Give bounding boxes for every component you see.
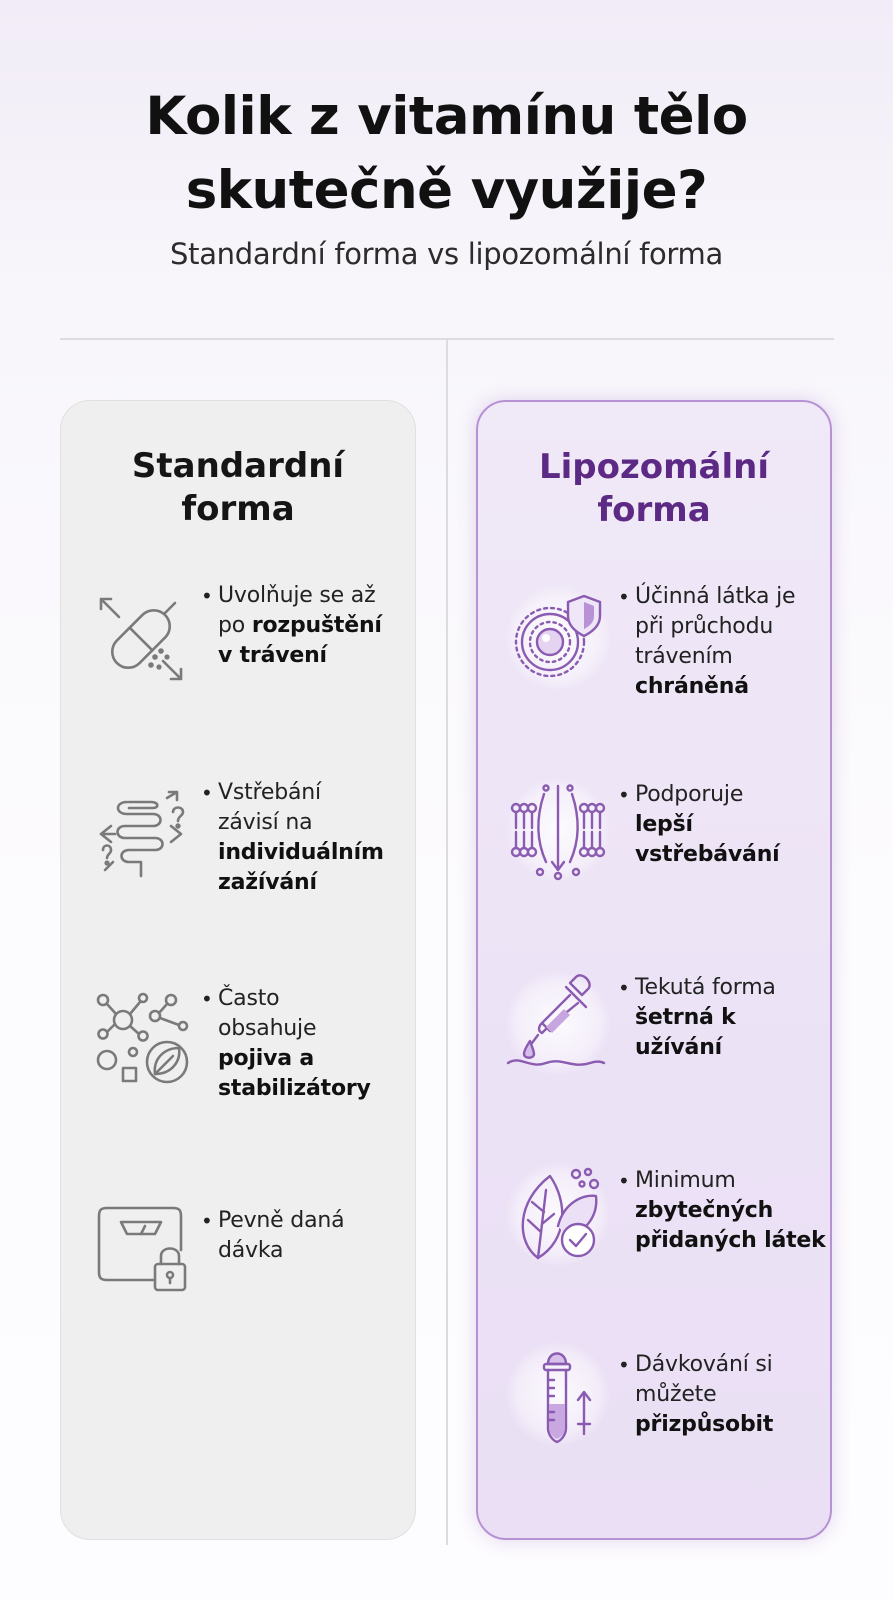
bullet-icon: • [201,584,213,608]
bullet-icon: • [618,1169,630,1193]
text-line: trávením [635,644,733,669]
liposomal-form-card [476,400,832,1540]
standard-form-card [60,400,416,1540]
standard-form-heading-line-2: forma [181,489,295,529]
text-emphasis: v trávení [218,643,327,668]
text-emphasis: užívání [635,1035,722,1060]
text-emphasis: zažívání [218,870,317,895]
liposomal-item-absorption-text [635,780,831,870]
text-emphasis: pojiva a [218,1046,315,1071]
intestine-icon [89,784,193,888]
standard-item-dose-text [218,1206,414,1266]
molecules-leaf-icon [89,986,193,1090]
page-title [0,80,893,228]
text-line: Dávkování si [635,1352,773,1377]
text-emphasis: lepší [635,812,693,837]
text-line: závisí na [218,810,313,835]
liposomal-item-liquid-text [635,973,831,1063]
dropper-icon [506,971,610,1075]
bullet-icon: • [201,781,213,805]
page-title-line-2: skutečně využije? [185,160,708,221]
standard-item-release-text [218,581,414,671]
text-line: můžete [635,1382,717,1407]
text-emphasis: šetrná k [635,1005,736,1030]
scale-lock-icon [89,1196,193,1300]
text-line: Tekutá forma [635,975,776,1000]
liposomal-item-minimal-additives-text [635,1166,831,1256]
standard-form-heading [61,445,415,531]
text-emphasis: chráněná [635,674,749,699]
liposomal-item-protected-text [635,582,831,702]
liposomal-form-heading-line-2: forma [597,490,711,530]
text-line: Minimum [635,1168,736,1193]
text-line: po [218,613,252,638]
bullet-icon: • [618,783,630,807]
text-emphasis: stabilizátory [218,1076,371,1101]
text-emphasis: zbytečných [635,1198,774,1223]
bullet-icon: • [618,585,630,609]
liposomal-form-heading [478,446,830,532]
liposomal-item-dosing-text [635,1350,831,1440]
standard-form-heading-line-1: Standardní [131,446,345,486]
bullet-icon: • [201,1209,213,1233]
standard-item-additives-text [218,984,414,1104]
liposomal-form-heading-line-1: Lipozomální [538,447,770,487]
vertical-divider [446,340,448,1545]
text-line: Vstřebání [218,780,321,805]
page-subtitle: Standardní forma vs lipozomální forma [170,237,723,271]
text-line: Často [218,986,280,1011]
text-line: dávka [218,1238,284,1263]
text-emphasis: přidaných látek [635,1228,826,1253]
capsule-dissolving-icon [89,587,193,691]
text-emphasis: vstřebávání [635,842,780,867]
dosing-pipette-icon [506,1342,610,1446]
text-line: Podporuje [635,782,744,807]
text-emphasis: individuálním [218,840,384,865]
text-line: Účinná látka je [635,584,796,609]
text-emphasis: rozpuštění [251,613,382,638]
bullet-icon: • [618,976,630,1000]
text-line: obsahuje [218,1016,317,1041]
text-line: Uvolňuje se až [218,583,376,608]
text-line: při průchodu [635,614,774,639]
liposome-shield-icon [506,586,610,690]
page-title-line-1: Kolik z vitamínu tělo [145,86,748,147]
bullet-icon: • [201,987,213,1011]
text-emphasis: přizpůsobit [635,1412,774,1437]
text-line: Pevně daná [218,1208,345,1233]
bullet-icon: • [618,1353,630,1377]
membrane-absorption-icon [506,778,610,882]
standard-item-absorption-text [218,778,414,898]
leaf-check-icon [506,1162,610,1266]
